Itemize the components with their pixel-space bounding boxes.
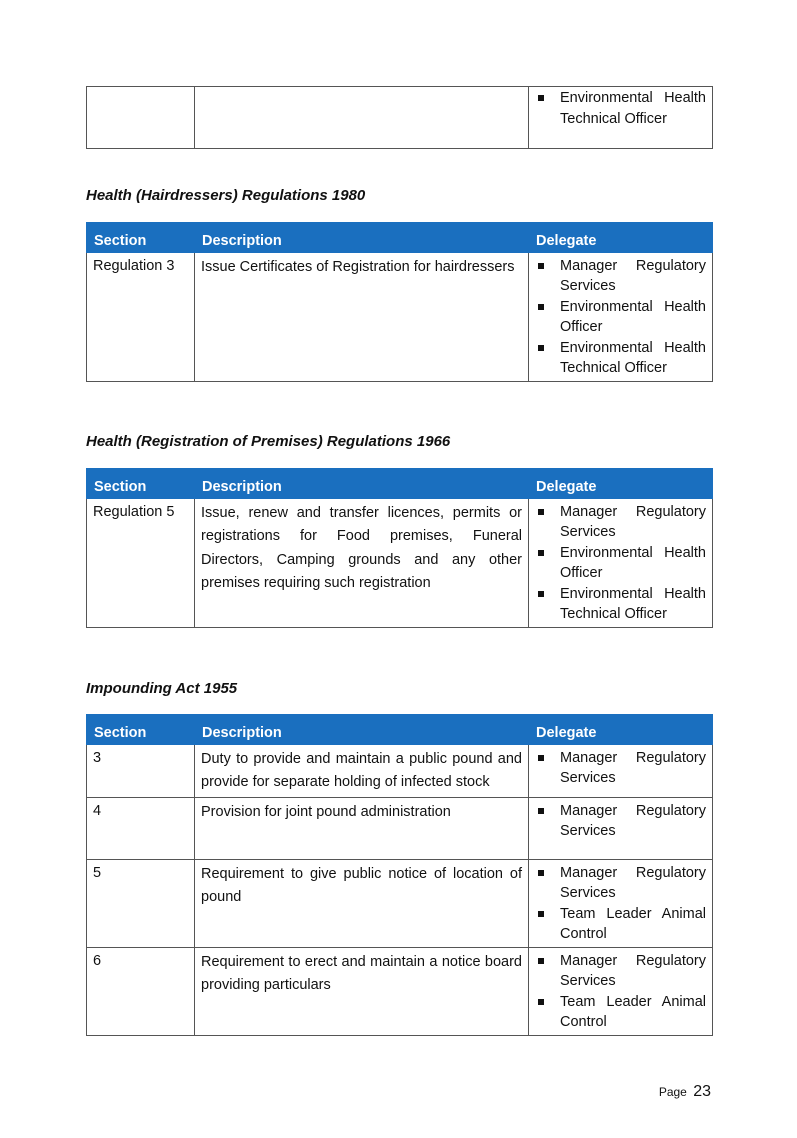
delegate-item: Manager Regulatory Services bbox=[535, 801, 706, 842]
delegate-list bbox=[535, 256, 706, 379]
column-header-section: Section bbox=[87, 223, 195, 253]
section-cell: Regulation 3 bbox=[87, 252, 195, 381]
section-cell: 3 bbox=[87, 744, 195, 797]
delegate-item: Environmental Health Technical Officer bbox=[535, 338, 706, 379]
delegate-cell bbox=[529, 797, 713, 859]
table-row bbox=[87, 87, 713, 149]
delegate-cell bbox=[529, 87, 713, 149]
delegate-list bbox=[535, 502, 706, 625]
description-cell bbox=[195, 87, 529, 149]
table-header-row bbox=[87, 715, 713, 745]
table-row bbox=[87, 797, 713, 859]
table-row bbox=[87, 498, 713, 627]
delegate-cell bbox=[529, 947, 713, 1035]
table-row bbox=[87, 252, 713, 381]
delegate-item: Environmental Health Technical Officer bbox=[535, 88, 706, 129]
delegate-item: Environmental Health Officer bbox=[535, 543, 706, 584]
delegate-item: Environmental Health Officer bbox=[535, 297, 706, 338]
delegation-table bbox=[86, 714, 713, 1036]
column-header-section: Section bbox=[87, 469, 195, 499]
table-header-row bbox=[87, 469, 713, 499]
section-cell bbox=[87, 87, 195, 149]
section-cell: 5 bbox=[87, 859, 195, 947]
table-header-row bbox=[87, 223, 713, 253]
delegate-cell bbox=[529, 744, 713, 797]
delegate-item: Manager Regulatory Services bbox=[535, 863, 706, 904]
delegation-table bbox=[86, 468, 713, 628]
section-cell: Regulation 5 bbox=[87, 498, 195, 627]
description-cell: Issue, renew and transfer licences, permits or registrations for Food premises, Funeral Directors, Camping grounds and any other premises requiring such registration bbox=[195, 498, 529, 627]
delegate-item: Manager Regulatory Services bbox=[535, 502, 706, 543]
table-row bbox=[87, 947, 713, 1035]
column-header-description: Description bbox=[195, 469, 529, 499]
description-cell: Issue Certificates of Registration for hairdressers bbox=[195, 252, 529, 381]
delegate-item: Manager Regulatory Services bbox=[535, 748, 706, 789]
delegation-table bbox=[86, 222, 713, 382]
delegate-cell bbox=[529, 498, 713, 627]
column-header-delegate: Delegate bbox=[529, 223, 713, 253]
section-heading: Impounding Act 1955 bbox=[86, 680, 238, 697]
section-heading: Health (Registration of Premises) Regulations 1966 bbox=[86, 433, 451, 450]
section-heading: Health (Hairdressers) Regulations 1980 bbox=[86, 187, 366, 204]
table-row bbox=[87, 744, 713, 797]
delegate-item: Environmental Health Technical Officer bbox=[535, 584, 706, 625]
delegate-item: Team Leader Animal Control bbox=[535, 904, 706, 945]
column-header-delegate: Delegate bbox=[529, 715, 713, 745]
delegate-item: Manager Regulatory Services bbox=[535, 951, 706, 992]
continued-delegation-table bbox=[86, 86, 713, 149]
delegate-list bbox=[535, 951, 706, 1033]
delegate-item: Manager Regulatory Services bbox=[535, 256, 706, 297]
delegate-list bbox=[535, 801, 706, 842]
column-header-description: Description bbox=[195, 715, 529, 745]
description-cell: Duty to provide and maintain a public pound and provide for separate holding of infected stock bbox=[195, 744, 529, 797]
page-number-value: 23 bbox=[693, 1083, 711, 1100]
column-header-delegate: Delegate bbox=[529, 469, 713, 499]
section-cell: 4 bbox=[87, 797, 195, 859]
delegate-cell bbox=[529, 859, 713, 947]
description-cell: Requirement to erect and maintain a notice board providing particulars bbox=[195, 947, 529, 1035]
delegate-item: Team Leader Animal Control bbox=[535, 992, 706, 1033]
table-row bbox=[87, 859, 713, 947]
column-header-description: Description bbox=[195, 223, 529, 253]
delegate-list bbox=[535, 88, 706, 129]
column-header-section: Section bbox=[87, 715, 195, 745]
description-cell: Requirement to give public notice of location of pound bbox=[195, 859, 529, 947]
delegate-cell bbox=[529, 252, 713, 381]
delegate-list bbox=[535, 863, 706, 945]
page-number bbox=[659, 1083, 711, 1101]
delegate-list bbox=[535, 748, 706, 789]
section-cell: 6 bbox=[87, 947, 195, 1035]
description-cell: Provision for joint pound administration bbox=[195, 797, 529, 859]
page-label: Page bbox=[658, 1085, 687, 1099]
